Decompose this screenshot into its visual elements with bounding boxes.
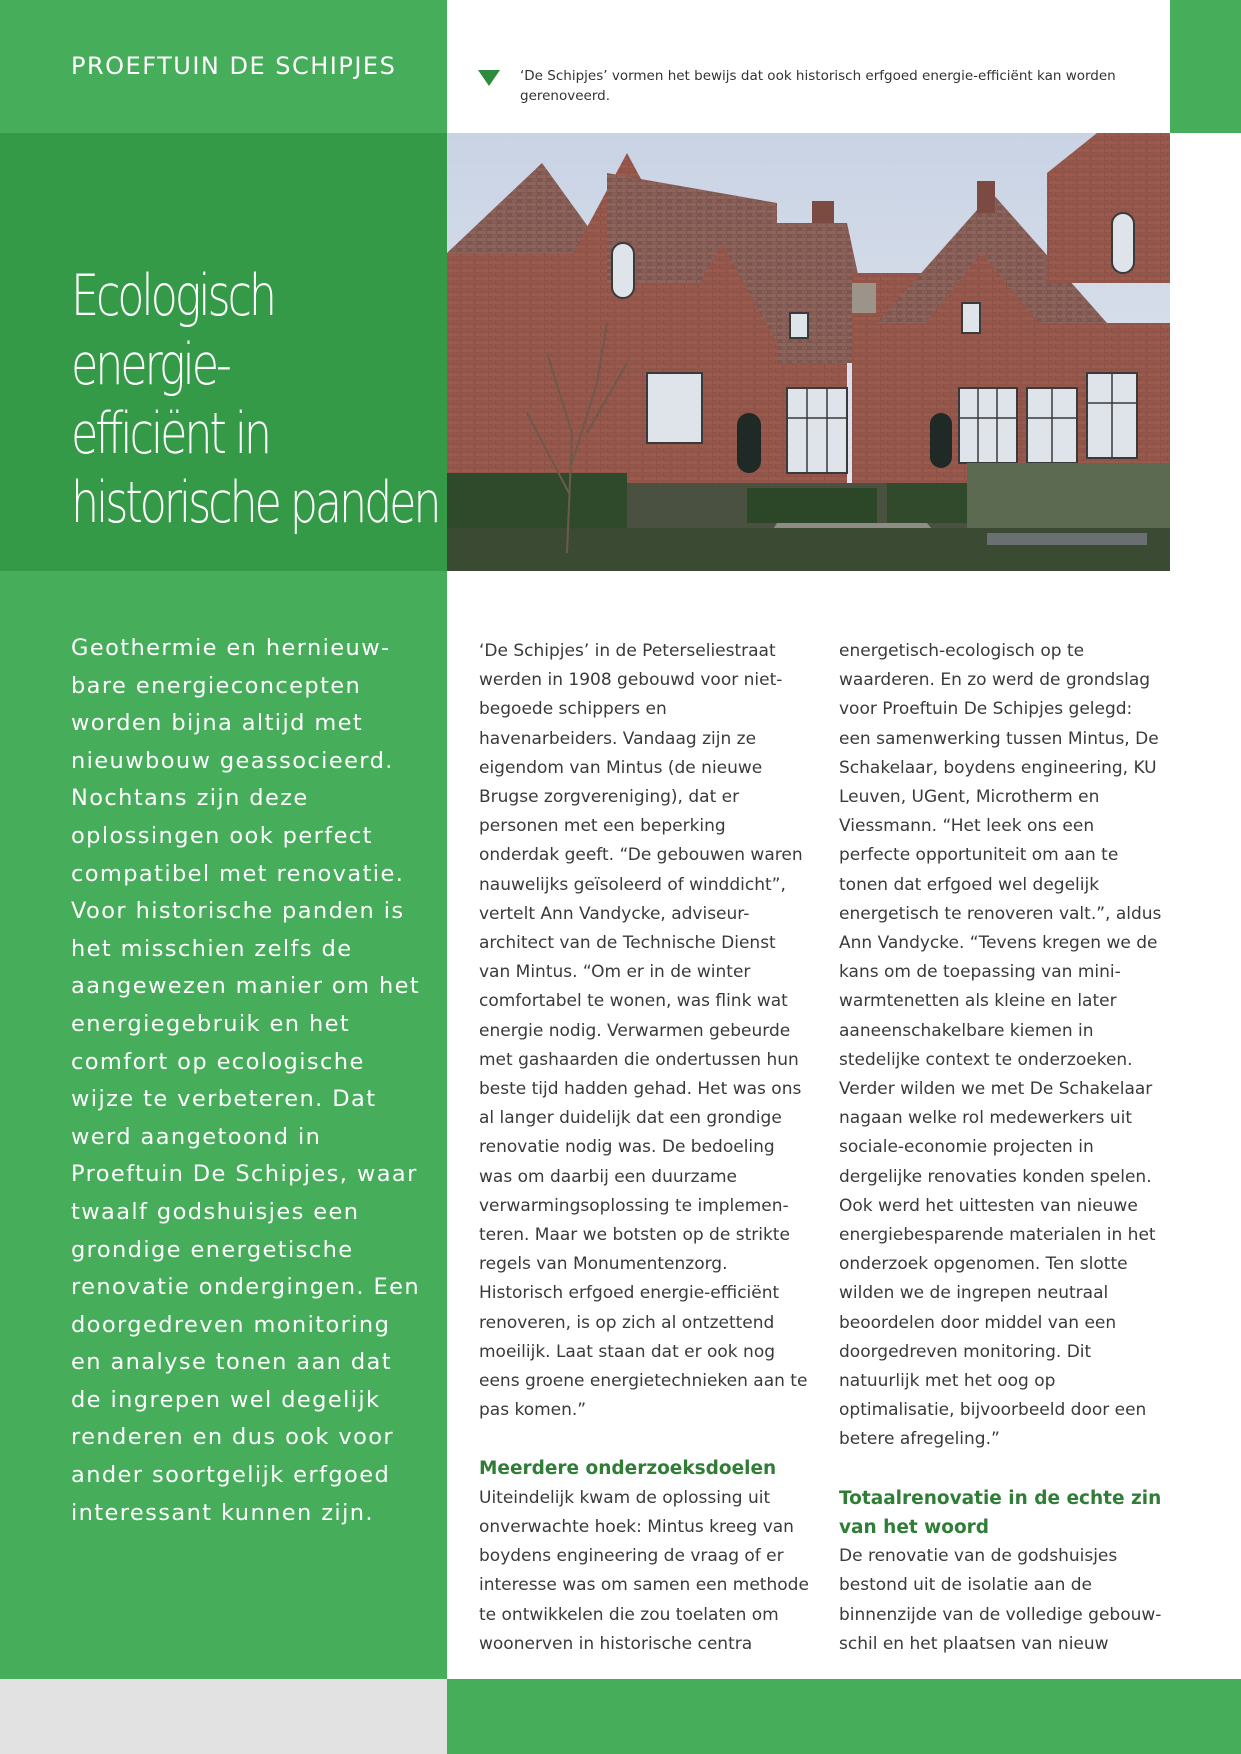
body-paragraph: ‘De Schipjes’ in de Peterseliestraat werden in 1908 gebouwd voor niet-begoede schippers en havenarbeiders. Vandaag zijn ze eigendom van Mintus (de nieuwe Brugse zorgvereniging), dat er personen met een beperking onderdak geeft. “De gebouwen waren nauwelijks geïsoleerd of winddicht”, vertelt Ann Vandycke, adviseur-architect van de Technische Dienst van Mintus. “Om er in de winter comfortabel te wonen, was flink wat energie nodig. Verwarmen gebeurde met gashaarden die ondertussen hun beste tijd hadden gehad. Het was ons al langer duidelijk dat een grondige renovatie nodig was. De bedoeling was om daarbij een duurzame verwarmingsoplossing te implemen-teren. Maar we botsten op de strikte regels van Monumentenzorg. Historisch erfgoed energie-efficiënt renoveren, is op zich al ontzettend moeilijk. Laat staan dat er ook nog eens groene energietechnieken aan te pas komen.” bbox=[479, 641, 808, 1421]
body-paragraph: Uiteindelijk kwam de oplossing uit onverwachte hoek: Mintus kreeg van boydens engineering de vraag of er interesse was om samen een methode te ontwikkelen die zou toelaten om woonerven in historische centra bbox=[479, 1487, 809, 1654]
footer-green-band bbox=[447, 1679, 1241, 1754]
section-kicker: PROEFTUIN DE SCHIPJES bbox=[71, 52, 397, 80]
body-paragraph: energetisch-ecologisch op te waarderen. En zo werd de grondslag voor Proeftuin De Schipjes gelegd: een samenwerking tussen Mintus, De Schakelaar, boydens engineering, KU Leuven, UGent, Microtherm en Viessmann. “Het leek ons een perfecte opportuniteit om aan te tonen dat erfgoed wel degelijk energetisch te renoveren valt.”, aldus Ann Vandycke. “Tevens kregen we de kans om de toepassing van mini-warmtenetten als kleine en later aaneenschakelbare kiemen in stedelijke context te onderzoeken. Verder wilden we met De Schakelaar nagaan welke rol medewerkers uit sociale-economie projecten in dergelijke renovaties konden spelen. Ook werd het uittesten van nieuwe energiebesparende materialen in het onderzoek opgenomen. Ten slotte wilden we de ingrepen neutraal beoordelen door middel van een doorgedreven monitoring. Dit natuurlijk met het oog op optimalisatie, bijvoorbeeld door een betere afregeling.” bbox=[839, 641, 1162, 1450]
corner-accent bbox=[1170, 0, 1241, 133]
subheading: Totaalrenovatie in de echte zin van het woord bbox=[839, 1487, 1162, 1538]
title-line-1: Ecologisch energie- bbox=[71, 263, 274, 398]
footer-grey-band bbox=[0, 1679, 447, 1754]
intro-paragraph: Geothermie en hernieuw-bare energieconcepten worden bijna altijd met nieuwbouw geassocieerd. Nochtans zijn deze oplossingen ook perfect compatibel met renovatie. Voor historische panden is het misschien zelfs de aangewezen manier om het energiegebruik en het comfort op ecologische wijze te verbeteren. Dat werd aangetoond in Proeftuin De Schipjes, waar twaalf godshuisjes een grondige energetische renovatie ondergingen. Een doorgedreven monitoring en analyse tonen aan dat de ingrepen wel degelijk renderen en dus ook voor ander soortgelijk erfgoed interessant kunnen zijn. bbox=[71, 635, 421, 1526]
photo-caption: ‘De Schipjes’ vormen het bewijs dat ook historisch erfgoed energie-efficiënt kan worden gerenoveerd. bbox=[520, 68, 1116, 104]
subheading: Meerdere onderzoeksdoelen bbox=[479, 1458, 777, 1480]
body-paragraph: De renovatie van de godshuisjes bestond uit de isolatie aan de binnenzijde van de volledige gebouw-schil en het plaatsen van nieuw bbox=[839, 1546, 1162, 1654]
article-column-1 bbox=[479, 637, 809, 1659]
caption-triangle-icon bbox=[478, 70, 500, 86]
title-line-2: efficiënt in bbox=[71, 401, 269, 467]
article-column-2 bbox=[839, 637, 1169, 1659]
title-line-3: historische panden bbox=[71, 470, 439, 536]
page-title bbox=[71, 262, 441, 538]
building-photo bbox=[447, 133, 1170, 571]
